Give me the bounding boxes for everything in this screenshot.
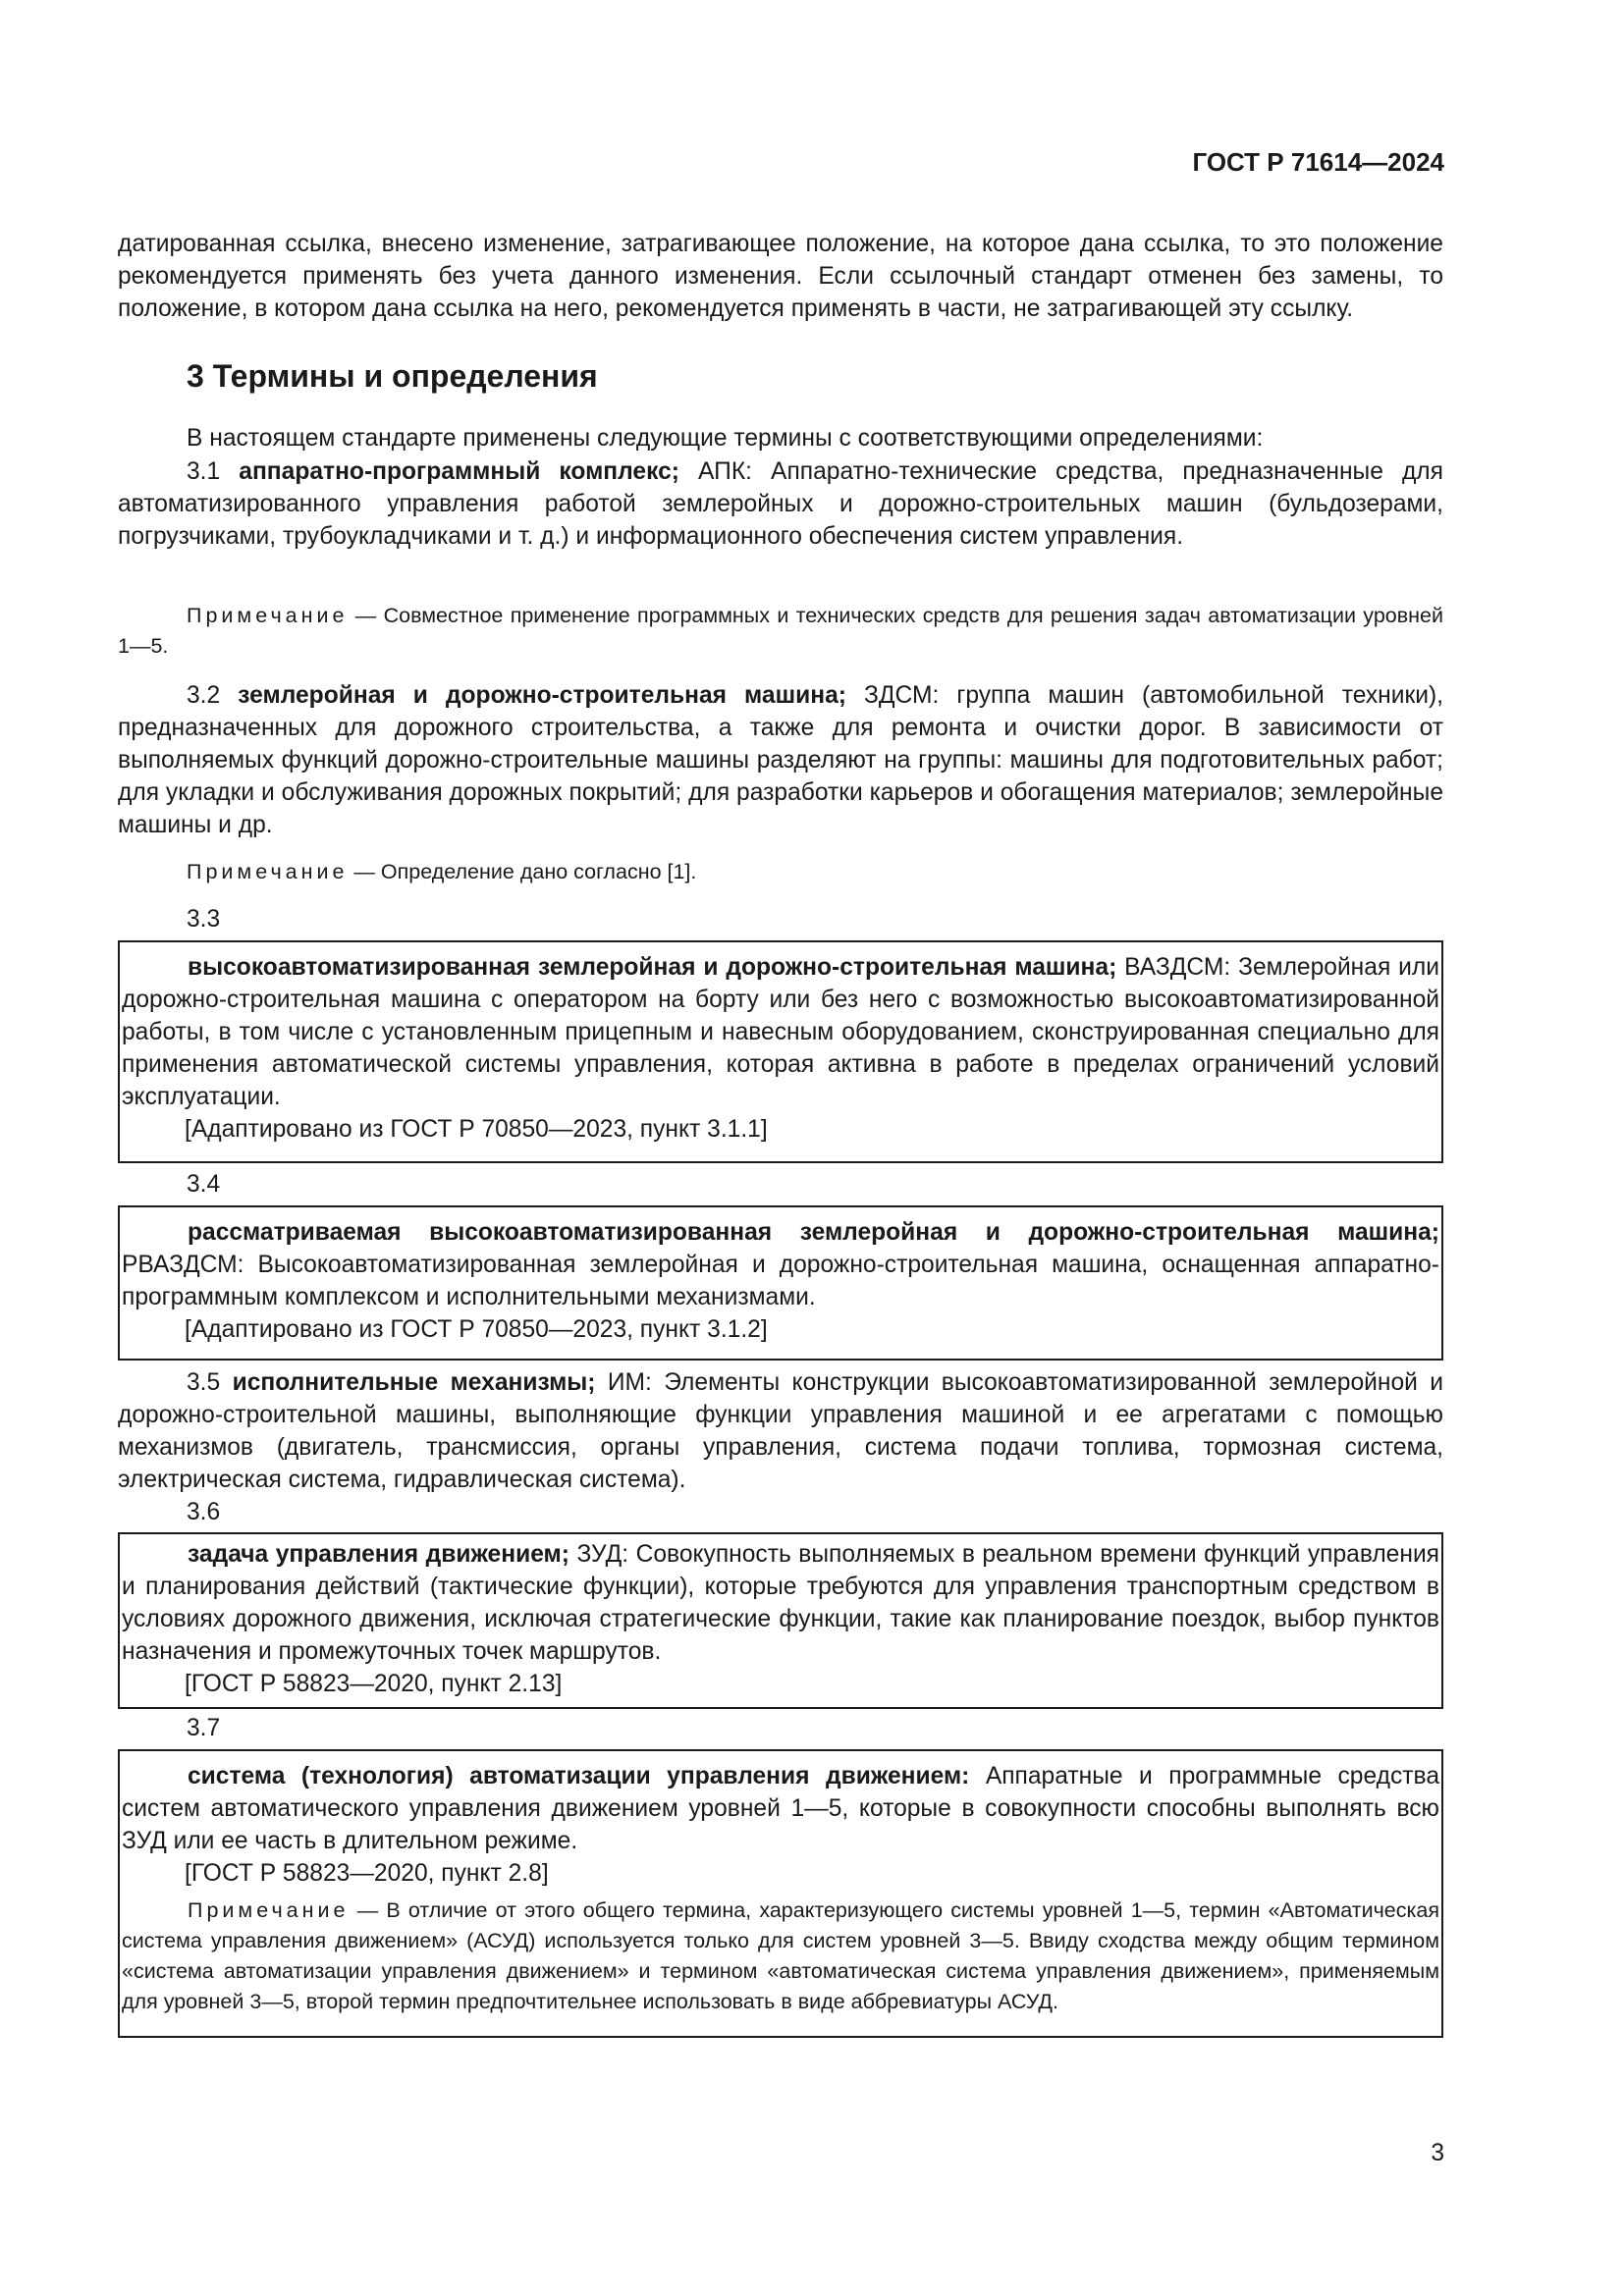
note-label: Примечание xyxy=(187,604,349,627)
term-box-3-3 xyxy=(118,940,1443,1163)
note-text: — Совместное применение программных и технических средств для решения задач автоматизации уровней 1—5. xyxy=(118,604,1443,658)
term-definition: ВАЗДСМ: Землеройная или дорожно-строительная машина с оператором на борту или без него с возможностью высокоавтоматизированной работы, в том числе с установленным прицепным и навесным оборудованием, сконструированная специально для применения автоматической системы управления, которая активна в работе в пределах ограничений условий эксплуатации. xyxy=(122,954,1440,1110)
note-text: — Определение дано согласно [1]. xyxy=(348,860,697,883)
term-3-2 xyxy=(118,679,1443,841)
term-3-3 xyxy=(120,951,1441,1113)
term-definition: РВАЗДСМ: Высокоавтоматизированная землеройная и дорожно-строительная машина, оснащенная аппаратно-программным комплексом и исполнительными механизмами. xyxy=(122,1252,1439,1310)
term-number: 3.5 xyxy=(187,1369,221,1396)
term-definition: ИМ: Элементы конструкции высокоавтоматизированной землеройной и дорожно-строительной машины, выполняющие функции управления машиной и ее агрегатами с помощью механизмов (двигатель, трансмиссия, органы управления, система подачи топлива, тормозная система, электрическая система, гидравлическая система). xyxy=(118,1369,1443,1493)
intro-paragraph: датированная ссылка, внесено изменение, затрагивающее положение, на которое дана ссылка, то это положение рекомендуется применять без учета данного изменения. Если ссылочный стандарт отменен без замены, то положение, в котором дана ссылка на него, рекомендуется применять в части, не затрагивающей эту ссылку. xyxy=(118,231,1443,322)
page-number: 3 xyxy=(1431,2140,1444,2166)
section-title: 3 Термины и определения xyxy=(187,358,598,394)
term-source: [ГОСТ Р 58823—2020, пункт 2.8] xyxy=(185,1860,549,1887)
term-number: 3.2 xyxy=(187,682,221,709)
term-box-3-6 xyxy=(118,1532,1443,1709)
term-name: исполнительные механизмы; xyxy=(232,1369,596,1396)
term-name: аппаратно-программный комплекс; xyxy=(239,458,679,485)
term-number: 3.1 xyxy=(187,458,221,485)
lead-paragraph: В настоящем стандарте применены следующие термины с соответствующими определениями: xyxy=(187,425,1264,452)
term-3-1 xyxy=(118,455,1443,553)
term-name: задача управления движением; xyxy=(188,1541,569,1568)
term-number-3-7: 3.7 xyxy=(187,1715,221,1741)
term-definition: ЗДСМ: группа машин (автомобильной техники), предназначенных для дорожного строительства, а также для ремонта и очистки дорог. В зависимости от выполняемых функций дорожно-строительные машины разделяют на группы: машины для подготовительных работ; для укладки и обслуживания дорожных покрытий; для разработки карьеров и обогащения материалов; землеройные машины и др. xyxy=(118,682,1443,838)
term-name: система (технология) автоматизации управления движением: xyxy=(188,1763,970,1789)
document-id: ГОСТ Р 71614—2024 xyxy=(1192,147,1444,177)
note-label: Примечание xyxy=(187,860,349,883)
term-3-6 xyxy=(120,1538,1441,1668)
note-label: Примечание xyxy=(188,1898,350,1922)
term-name: высокоавтоматизированная землеройная и дорожно-строительная машина; xyxy=(188,954,1117,981)
term-source: [Адаптировано из ГОСТ Р 70850—2023, пункт 3.1.1] xyxy=(185,1116,768,1143)
term-box-3-7 xyxy=(118,1749,1443,2038)
term-box-3-4 xyxy=(118,1205,1443,1361)
term-definition: Аппаратные и программные средства систем автоматического управления движением уровней 1—5, которые в совокупности способны выполнять всю ЗУД или ее часть в длительном режиме. xyxy=(122,1763,1439,1854)
note-text: — В отличие от этого общего термина, характеризующего системы уровней 1—5, термин «Автоматическая система управления движением» (АСУД) используется только для систем уровней 3—5. Ввиду сходства между общим термином «система автоматизации управления движением» и термином «автоматическая система управления движением», применяемым для уровней 3—5, второй термин предпочтительнее использовать в виде аббревиатуры АСУД. xyxy=(122,1898,1439,2013)
term-3-4 xyxy=(120,1216,1441,1313)
term-name: землеройная и дорожно-строительная машина; xyxy=(238,682,846,709)
term-name: рассматриваемая высокоавтоматизированная землеройная и дорожно-строительная машина; xyxy=(188,1219,1439,1246)
term-definition: АПК: Аппаратно-технические средства, предназначенные для автоматизированного управления работой землеройных и дорожно-строительных машин (бульдозерами, погрузчиками, трубоукладчиками и т. д.) и информационного обеспечения систем управления. xyxy=(118,458,1443,550)
term-3-7 xyxy=(120,1760,1441,1857)
note-3-2 xyxy=(118,857,1443,887)
term-number-3-6: 3.6 xyxy=(187,1499,221,1525)
term-source: [ГОСТ Р 58823—2020, пункт 2.13] xyxy=(185,1671,563,1697)
note-3-1 xyxy=(118,601,1443,662)
term-definition: ЗУД: Совокупность выполняемых в реальном времени функций управления и планирования действий (тактические функции), которые требуются для управления транспортным средством в условиях дорожного движения, исключая стратегические функции, такие как планирование поездок, выбор пунктов назначения и промежуточных точек маршрутов. xyxy=(122,1541,1440,1665)
term-source: [Адаптировано из ГОСТ Р 70850—2023, пункт 3.1.2] xyxy=(185,1316,768,1343)
term-number-3-4: 3.4 xyxy=(187,1171,221,1198)
term-number-3-3: 3.3 xyxy=(187,906,221,933)
note-3-7 xyxy=(120,1896,1441,2017)
term-3-5 xyxy=(118,1366,1443,1496)
